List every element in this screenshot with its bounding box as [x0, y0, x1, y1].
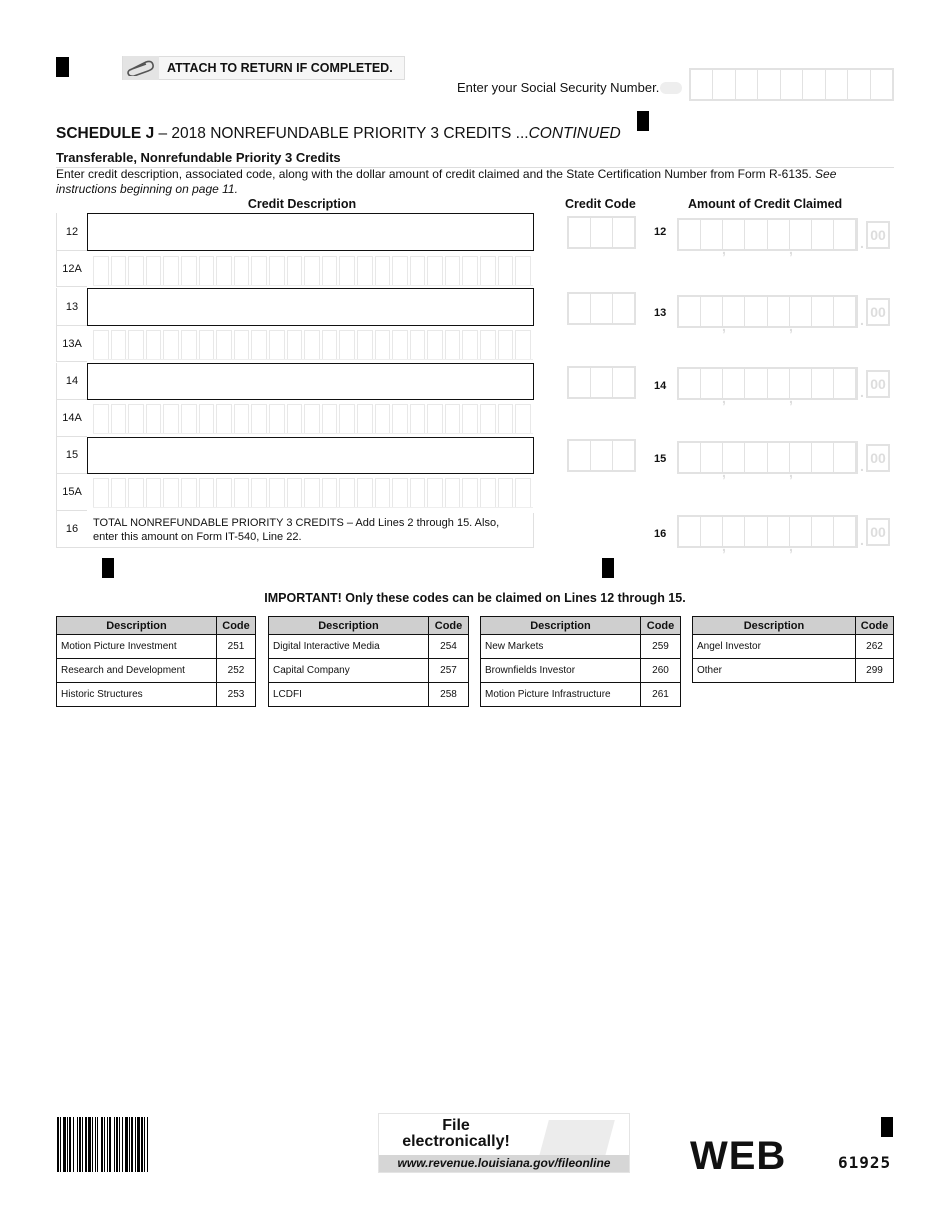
line-number: 12A — [56, 251, 87, 287]
amount-cents: 00 — [866, 370, 890, 398]
credit-code-input-14[interactable] — [567, 366, 636, 399]
credit-description-input-12[interactable] — [87, 213, 534, 251]
credit-code-input-12[interactable] — [567, 216, 636, 249]
column-header-description: Credit Description — [247, 197, 357, 211]
web-label: WEB — [690, 1134, 787, 1178]
amount-input-13[interactable]: , , . 00 — [677, 295, 894, 328]
table-row: Research and Development 252 — [57, 659, 256, 683]
line-number: 14A — [56, 400, 87, 437]
amount-cents: 00 — [866, 221, 890, 249]
table-row: Motion Picture Infrastructure 261 — [481, 683, 681, 707]
code-table — [268, 616, 469, 707]
code-table — [692, 616, 894, 683]
certification-number-input-14a[interactable] — [93, 404, 533, 434]
paperclip-icon — [123, 56, 159, 80]
registration-mark — [881, 1117, 893, 1137]
table-header: Code — [856, 617, 894, 635]
table-header: Code — [217, 617, 256, 635]
schedule-title: SCHEDULE J – 2018 NONREFUNDABLE PRIORITY 3 CREDITS ...CONTINUED — [56, 125, 621, 142]
form-number: 61925 — [838, 1153, 892, 1172]
line-number: 14 — [56, 363, 87, 400]
line-number-right: 13 — [654, 307, 667, 319]
certification-number-input-15a[interactable] — [93, 478, 533, 508]
line-number: 12 — [56, 213, 87, 251]
efile-text: File electronically! — [402, 1117, 510, 1150]
credit-description-input-15[interactable] — [87, 437, 534, 474]
table-header: Description — [57, 617, 217, 635]
important-notice: IMPORTANT! Only these codes can be claimed on Lines 12 through 15. — [264, 591, 686, 605]
credit-description-input-14[interactable] — [87, 363, 534, 400]
certification-number-input-12a[interactable] — [93, 256, 533, 286]
table-row: Capital Company 257 — [269, 659, 469, 683]
code-table — [56, 616, 256, 707]
amount-input-14[interactable]: , , . 00 — [677, 367, 894, 400]
certification-number-input-13a[interactable] — [93, 330, 533, 360]
line-number-right: 15 — [654, 453, 667, 465]
table-row: LCDFI 258 — [269, 683, 469, 707]
table-row: Angel Investor 262 — [693, 635, 894, 659]
laptop-icon — [539, 1120, 615, 1156]
section-title: Transferable, Nonrefundable Priority 3 Credits — [56, 150, 894, 168]
table-header: Description — [693, 617, 856, 635]
line-number-right: 16 — [654, 528, 667, 540]
credit-code-input-15[interactable] — [567, 439, 636, 472]
credit-code-input-13[interactable] — [567, 292, 636, 325]
table-header: Description — [269, 617, 429, 635]
total-line-text: TOTAL NONREFUNDABLE PRIORITY 3 CREDITS – Add Lines 2 through 15. Also, enter this amount on Form IT-540, Line 22. — [87, 513, 534, 548]
line-number: 15A — [56, 474, 87, 511]
table-header: Code — [429, 617, 469, 635]
table-header: Code — [641, 617, 681, 635]
table-header: Description — [481, 617, 641, 635]
line-number-right: 12 — [654, 226, 667, 238]
ssn-label: Enter your Social Security Number. — [457, 80, 660, 95]
attach-notice — [122, 56, 405, 80]
table-row: Historic Structures 253 — [57, 683, 256, 707]
attach-text: ATTACH TO RETURN IF COMPLETED. — [167, 61, 393, 75]
table-row: New Markets 259 — [481, 635, 681, 659]
efile-url: www.revenue.louisiana.gov/fileonline — [379, 1155, 629, 1172]
registration-mark — [102, 558, 114, 578]
line-number: 16 — [56, 511, 87, 548]
registration-mark — [56, 57, 69, 77]
table-row: Motion Picture Investment 251 — [57, 635, 256, 659]
amount-input-15[interactable]: , , . 00 — [677, 441, 894, 474]
table-row: Brownfields Investor 260 — [481, 659, 681, 683]
column-header-amount: Amount of Credit Claimed — [688, 197, 843, 211]
line-number: 15 — [56, 437, 87, 474]
barcode — [57, 1117, 229, 1172]
code-table — [480, 616, 681, 707]
amount-input-12[interactable]: , , . 00 — [677, 218, 894, 251]
line-number-right: 14 — [654, 380, 667, 392]
efile-banner[interactable] — [378, 1113, 630, 1173]
line-number: 13 — [56, 288, 87, 326]
registration-mark — [602, 558, 614, 578]
amount-input-16[interactable]: , , . 00 — [677, 515, 894, 548]
amount-cents: 00 — [866, 444, 890, 472]
line-number: 13A — [56, 326, 87, 362]
amount-cents: 00 — [866, 298, 890, 326]
amount-cents: 00 — [866, 518, 890, 546]
registration-mark — [637, 111, 649, 131]
pointing-hand-icon — [660, 82, 682, 94]
table-row: Digital Interactive Media 254 — [269, 635, 469, 659]
section-instruction: Enter credit description, associated code, along with the dollar amount of credit claimed and the State Certification Number from Form R-6135. See instructions beginning on page 11. — [56, 167, 837, 196]
ssn-input[interactable] — [689, 68, 894, 101]
column-header-code: Credit Code — [565, 197, 636, 211]
credit-description-input-13[interactable] — [87, 288, 534, 326]
table-row: Other 299 — [693, 659, 894, 683]
